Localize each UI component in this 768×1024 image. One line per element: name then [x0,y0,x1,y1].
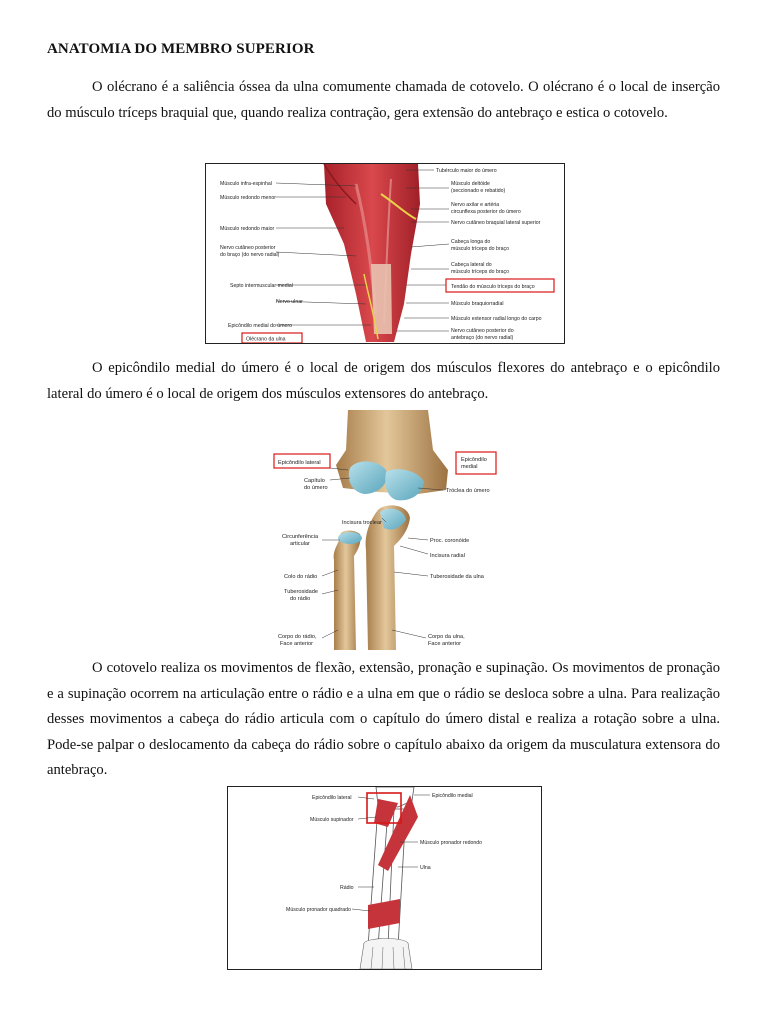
fig2-label-epicondilo-medial: Epicôndilo [461,457,487,463]
fig1-label-extensor-radial: Músculo extensor radial longo do carpo [451,316,542,322]
fig1-label-infra-espinhal: Músculo infra-espinhal [220,181,272,187]
fig1-label-cutaneo-lateral: Nervo cutâneo braquial lateral superior [451,220,541,226]
fig2-highlight-epicondilo-medial [456,452,496,474]
figure-posterior-arm [205,163,565,344]
fig2-label-circunferencia: Circunferência [282,534,319,540]
fig3-label-radio: Rádio [340,885,354,891]
fig2-label-corpo-ulna: Corpo da ulna, [428,634,465,640]
fig1-label-braquiorradial: Músculo braquiorradial [451,301,504,307]
fig1-label-nervo-axilar-2: circunflexa posterior do úmero [451,209,521,215]
paragraph-movimentos: O cotovelo realiza os movimentos de flexão, extensão, pronação e supinação. Os movimentos de pronação e a supinação ocorrem na articulação entre o rádio e a ulna em que o rádio se desloca sobre a ulna. Para realização desses movimentos a cabeça do rádio articula com o capítulo do úmero distal e realiza a rotação sobre a ulna. Pode-se palpar o deslocamento da cabeça do rádio sobre o capítulo abaixo da origem da musculatura extensora do antebraço. [47,660,720,779]
fig1-label-nervo-cutaneo-2: do braço (do nervo radial) [220,252,280,258]
fig1-label-cabeca-longa: Cabeça longa do [451,239,491,245]
fig3-label-supinador: Músculo supinador [310,817,354,823]
fig1-label-olecrano: Olécrano da ulna [246,336,286,343]
forearm-illustration [228,787,541,969]
fig2-label-capitulo-2: do úmero [304,485,328,491]
figure-elbow-bones [268,410,503,652]
fig2-label-coronoide: Proc. coronóide [430,538,470,544]
fig2-label-tuberosidade-ulna: Tuberosidade da ulna [430,574,484,580]
fig3-label-pronador-quadrado: Músculo pronador quadrado [286,907,351,913]
fig1-label-deltoide-2: (seccionado e rebatido) [451,188,506,194]
fig2-label-troclea: Tróclea do úmero [446,488,490,494]
fig1-label-tuberculo: Tubérculo maior do úmero [436,168,497,174]
fig1-label-redondo-maior: Músculo redondo maior [220,226,275,232]
fig2-label-tuberosidade-radio: Tuberosidade [284,589,318,595]
fig2-label-capitulo: Capítulo [304,478,325,484]
fig2-label-corpo-radio: Corpo do rádio, [278,634,317,640]
fig3-label-epicondilo-medial: Epicôndilo medial [432,793,473,799]
fig2-label-circunferencia-2: articular [290,541,310,547]
fig1-label-nervo-cutaneo: Nervo cutâneo posterior [220,245,276,251]
fig1-label-redondo-menor: Músculo redondo menor [220,195,276,201]
fig3-label-ulna: Ulna [420,865,431,871]
fig2-label-epicondilo-lateral: Epicôndilo lateral [278,460,321,466]
fig3-label-pronador-redondo: Músculo pronador redondo [420,840,483,846]
fig3-label-epicondilo-lateral: Epicôndilo lateral [312,795,352,801]
elbow-bones-illustration [268,410,503,652]
fig1-label-septo: Septo intermuscular medial [230,283,293,289]
fig2-label-colo-radio: Colo do rádio [284,574,318,580]
fig2-label-corpo-ulna-2: Face anterior [428,641,461,647]
fig1-label-deltoide: Músculo deltóide [451,181,490,187]
fig1-label-cabeca-lateral: Cabeça lateral do [451,262,492,268]
fig1-label-nervo-axilar: Nervo axilar e artéria [451,202,500,208]
fig1-label-epicondilo-medial: Epicôndilo medial do úmero [228,323,293,329]
figure-forearm-muscles [227,786,542,970]
fig2-label-corpo-radio-2: Face anterior [280,641,313,647]
page-title: ANATOMIA DO MEMBRO SUPERIOR [47,41,315,57]
fig2-label-incisura-troclear: Incisura troclear [342,520,382,526]
fig1-label-cutaneo-posterior: Nervo cutâneo posterior do [451,328,514,334]
fig2-label-tuberosidade-radio-2: do rádio [290,596,311,602]
fig2-label-incisura-radial: Incisura radial [430,553,465,559]
paragraph-epicondilos: O epicôndilo medial do úmero é o local de origem dos músculos flexores do antebraço e o epicôndilo lateral do úmero é o local de origem dos músculos extensores do antebraço. [47,360,720,402]
fig1-label-cabeca-lateral-2: músculo tríceps do braço [451,269,509,275]
fig1-label-cutaneo-posterior-2: antebraço (do nervo radial) [451,335,514,341]
paragraph-olecrano: O olécrano é a saliência óssea da ulna comumente chamada de cotovelo. O olécrano é o local de inserção do músculo tríceps braquial que, quando realiza contração, gera extensão do antebraço e estica o cotovelo. [47,79,720,121]
fig1-label-cabeca-longa-2: músculo tríceps do braço [451,246,509,252]
fig1-label-tendao: Tendão do músculo tríceps do braço [451,284,535,290]
fig2-label-epicondilo-medial-2: medial [461,464,478,470]
fig1-label-nervo-ulnar: Nervo ulnar [276,299,303,305]
posterior-arm-illustration [206,164,564,343]
